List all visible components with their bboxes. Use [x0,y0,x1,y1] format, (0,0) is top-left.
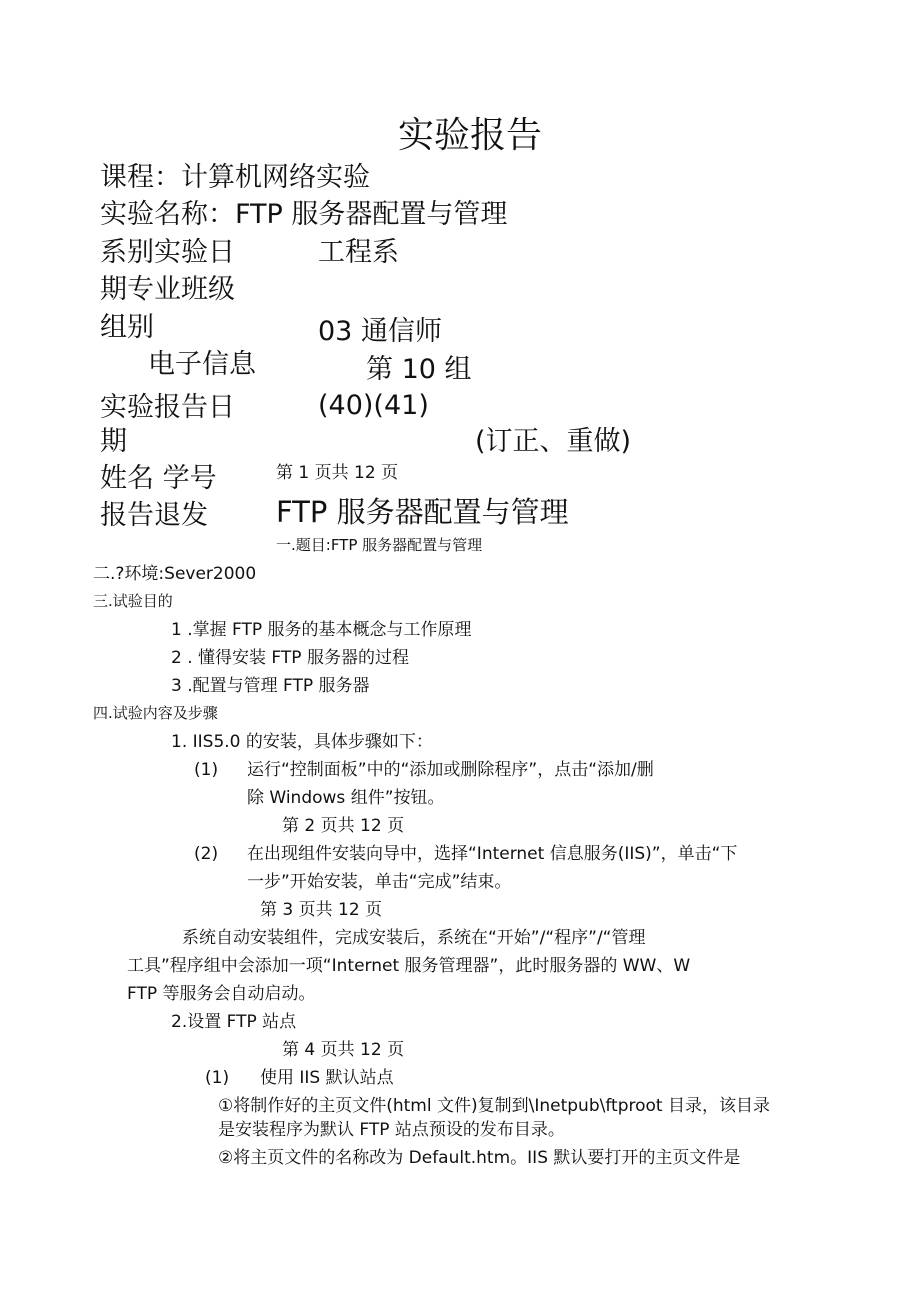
step-1-2-number: (2) [194,844,219,864]
purpose-heading: 三.试验目的 [93,592,173,610]
step-2: 2.设置 FTP 站点 [171,1012,297,1032]
page-title: 实验报告 [398,115,543,156]
step-2-1-title: 使用 IIS 默认站点 [260,1068,394,1088]
item-b-line-1: ②将主页文件的名称改为 Default.htm。IIS 默认要打开的主页文件是 [218,1148,741,1168]
topic-line: 一.题目:FTP 服务器配置与管理 [276,536,483,554]
step-1: 1. IIS5.0 的安装，具体步骤如下： [171,732,433,752]
label-group: 组别 [100,312,154,343]
label-name-id: 姓名 学号 [100,463,217,494]
purpose-item-3: 3 .配置与管理 FTP 服务器 [171,676,370,696]
label-major-class: 期专业班级 [100,274,235,305]
step-1-1-number: (1) [194,760,219,780]
label-period: 期 [100,426,127,457]
value-group: 第 10 组 [366,354,472,385]
label-elec: 电子信息 [148,349,256,380]
purpose-item-1: 1 .掌握 FTP 服务的基本概念与工作原理 [171,620,472,640]
paragraph-line-3: FTP 等服务会自动启动。 [127,984,316,1004]
subtitle: FTP 服务器配置与管理 [276,495,569,529]
value-ids: (40)(41) [318,390,429,421]
step-2-1-number: (1) [205,1068,230,1088]
experiment-name-line: 实验名称：FTP 服务器配置与管理 [100,199,508,230]
page-number-4: 第 4 页共 12 页 [282,1040,405,1060]
value-class: 03 通信师 [318,316,442,347]
page-number-3: 第 3 页共 12 页 [260,900,383,920]
page-number-1: 第 1 页共 12 页 [276,463,399,483]
paragraph-line-1: 系统自动安装组件，完成安装后，系统在“开始”/“程序”/“管理 [182,928,646,948]
course-line: 课程：计算机网络实验 [100,162,370,193]
item-a-line-1: ①将制作好的主页文件(html 文件)复制到\Inetpub\ftproot 目录，该目录 [218,1096,770,1116]
item-a-line-2: 是安装程序为默认 FTP 站点预设的发布目录。 [218,1120,565,1140]
step-1-2-line-1: 在出现组件安装向导中，选择“Internet 信息服务(IIS)”，单击“下 [247,844,738,864]
purpose-item-2: 2 . 懂得安装 FTP 服务器的过程 [171,648,409,668]
step-1-1-line-2: 除 Windows 组件”按钮。 [247,788,445,808]
label-report-date: 实验报告日 [100,392,235,423]
env-line: 二.?环境:Sever2000 [93,564,257,584]
page-number-2: 第 2 页共 12 页 [282,816,405,836]
paragraph-line-2: 工具”程序组中会添加一项“Internet 服务管理器”，此时服务器的 WW、W [127,956,691,976]
step-1-2-line-2: 一步”开始安装，单击“完成”结束。 [247,872,512,892]
label-return: 报告退发 [100,500,208,531]
value-revise: (订正、重做) [475,426,632,457]
step-1-1-line-1: 运行“控制面板”中的“添加或删除程序”，点击“添加/删 [247,760,654,780]
label-dept-date: 系别实验日 [100,237,235,268]
content-heading: 四.试验内容及步骤 [93,704,218,722]
value-dept: 工程系 [318,237,399,268]
